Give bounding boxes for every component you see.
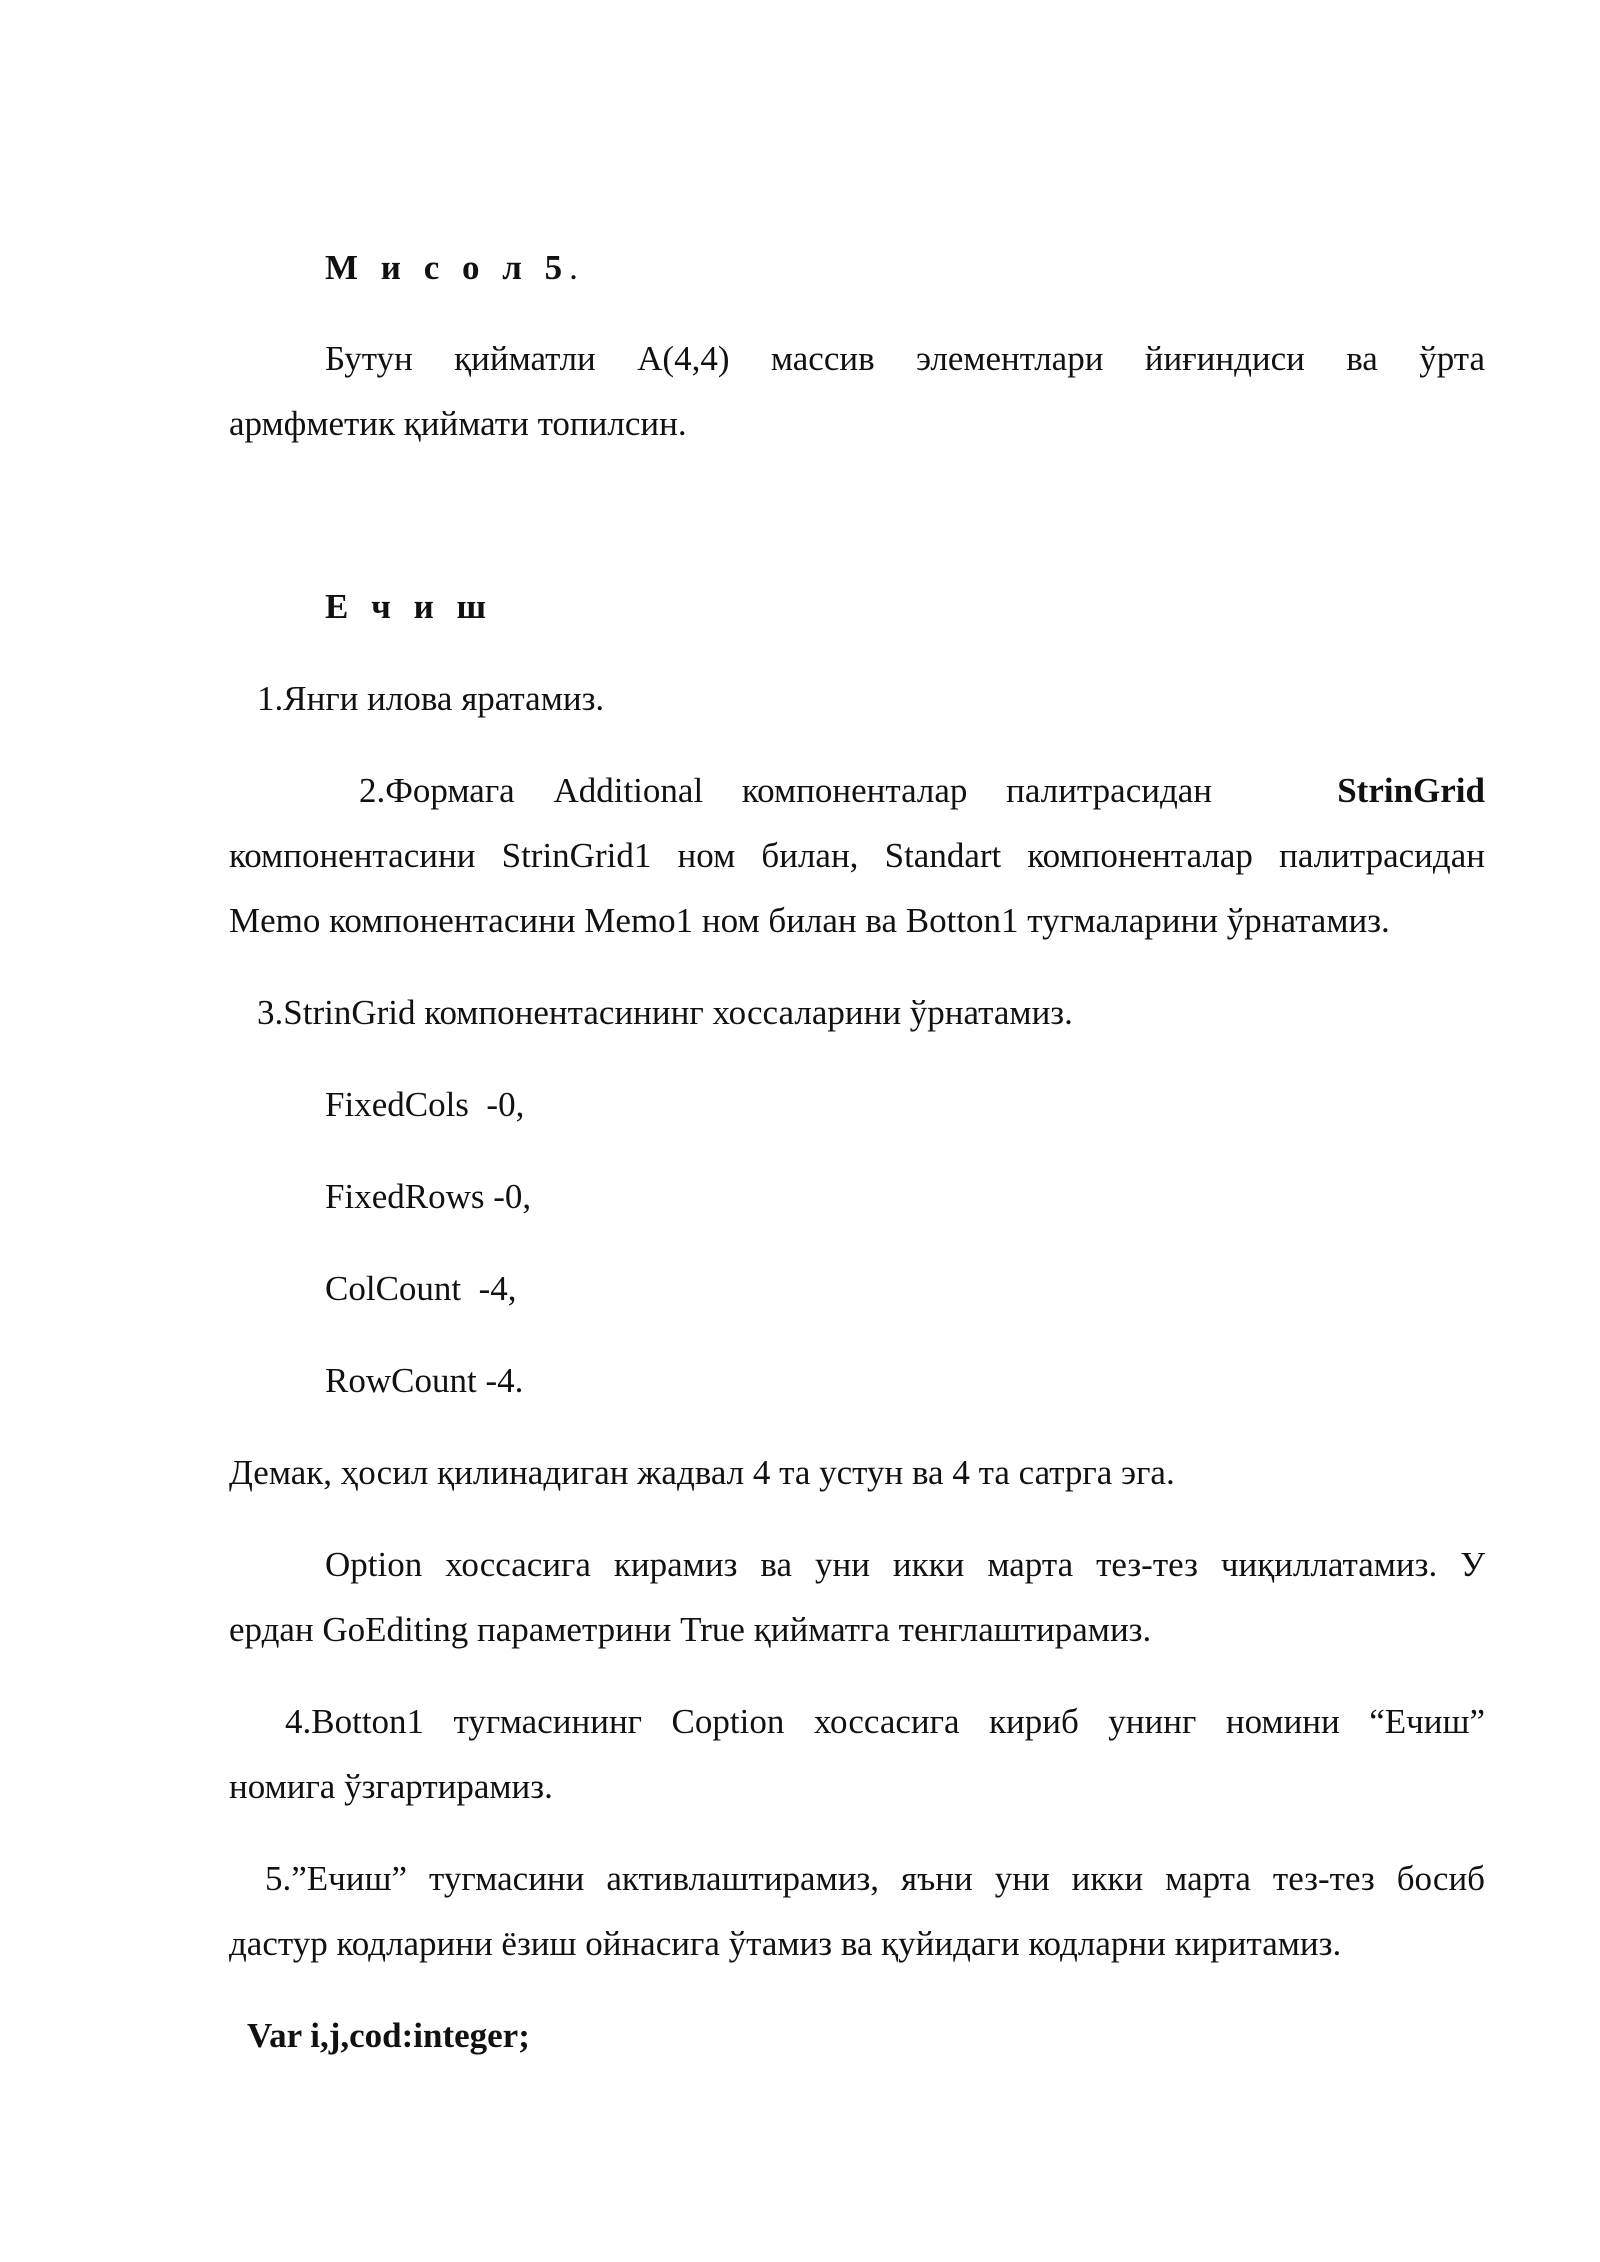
property-colcount: ColCount -4,: [325, 1269, 517, 1308]
summary-text: Демак, ҳосил қилинадиган жадвал 4 та устун ва 4 та сатрга эга.: [229, 1453, 1175, 1492]
task-text-line-1: Бутун қийматли A(4,4) массив элементлари йиғиндиси ва ўрта: [325, 339, 1485, 378]
step-2-line-2: компонентасини StrinGrid1 ном билан, Standart компоненталар палитрасидан: [229, 836, 1485, 875]
step-5-line-2: дастур кодларини ёзиш ойнасига ўтамиз ва қуйидаги кодларни киритамиз.: [229, 1924, 1342, 1963]
property-fixedcols: FixedCols -0,: [325, 1085, 525, 1124]
step-2-line-3: Memo компонентасини Memo1 ном билан ва Botton1 тугмаларини ўрнатамиз.: [229, 901, 1390, 940]
solution-heading: Е ч и ш: [325, 587, 494, 626]
example-title: М и с о л 5: [325, 248, 570, 287]
step-2-line-1-text: 2.Формага Additional компоненталар палитрасидан: [359, 771, 1213, 810]
option-text-line-2: ердан GoEditing параметрини True қийматга тенглаштирамиз.: [229, 1610, 1152, 1649]
step-4-line-2: номига ўзгартирамиз.: [229, 1767, 553, 1806]
step-5-line-1: 5.”Ечиш” тугмасини активлаштирамиз, яъни уни икки марта тез-тез босиб: [265, 1859, 1485, 1898]
step-1: 1.Янги илова яратамиз.: [257, 679, 605, 718]
property-fixedrows: FixedRows -0,: [325, 1177, 532, 1216]
step-2-line-1: [359, 769, 1212, 813]
option-text-line-1: Option хоссасига кирамиз ва уни икки марта тез-тез чиқиллатамиз. У: [325, 1545, 1485, 1584]
example-heading: [325, 246, 578, 290]
step-3: 3.StrinGrid компонентасининг хоссаларини ўрнатамиз.: [257, 993, 1073, 1032]
task-text-line-2: армфметик қиймати топилсин.: [229, 404, 687, 443]
property-rowcount: RowCount -4.: [325, 1361, 524, 1400]
example-title-period: .: [569, 248, 578, 287]
step-2-bold-component: StrinGrid: [1337, 771, 1485, 810]
step-4-line-1: 4.Botton1 тугмасининг Coption хоссасига кириб унинг номини “Ечиш”: [285, 1702, 1485, 1741]
code-line-1: Var i,j,cod:integer;: [247, 2016, 530, 2055]
